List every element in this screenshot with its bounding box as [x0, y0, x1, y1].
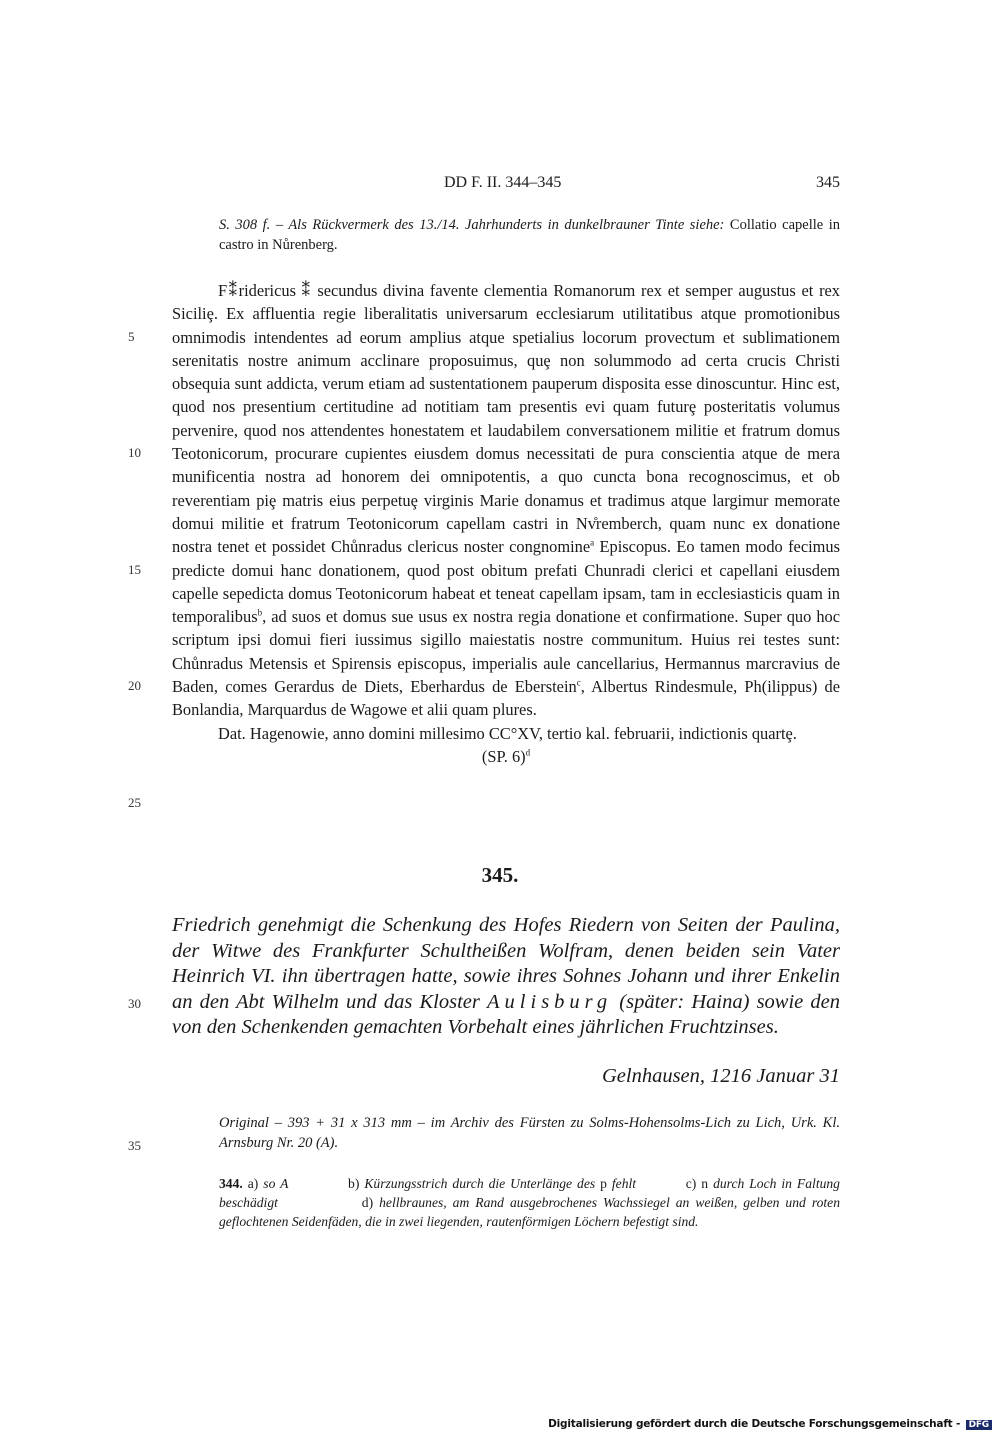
regest-text-1: Friedrich genehmigt die Schenkung des Hofes Riedern von Seiten der Paulina, der Witwe des Frankfurter Schultheißen Wolfram, denen beiden sein Vater Heinrich VI. ihn übertragen hatte, sowie ihres Sohnes Johann und ihrer Enkelin an den Abt Wilhelm und das Kloster [172, 914, 840, 1013]
charter-paragraph [172, 279, 840, 722]
footnote-label: b) [348, 1176, 360, 1191]
funding-text: Digitalisierung gefördert durch die Deutsche Forschungsgemeinschaft - [548, 1418, 961, 1430]
funding-footer [548, 1418, 992, 1430]
line-number: 5 [128, 329, 135, 344]
charter-text-2: Episcopus. Eo tamen modo fecimus predicte domui hanc donationem, quod post obitum prefati Chunradi clerici et capellani eiusdem capelle sepedicta domus Teotonicorum habeat et teneat capellam ipsam, tam in ecclesiasticis quam in temporalibus [172, 537, 840, 627]
footnote-number: 344. [219, 1176, 243, 1191]
footnote-b-end: fehlt [611, 1176, 637, 1191]
footnote-ref-a: a [590, 537, 595, 548]
footnote-label: c) [685, 1176, 697, 1191]
page-number: 345 [816, 174, 840, 191]
charter-text [172, 279, 840, 768]
footnote-ref-b: b [257, 607, 263, 618]
line-number: 10 [128, 445, 141, 460]
dating-clause: Dat. Hagenowie, anno domini millesimo CC°XV, tertio kal. februarii, indictionis quartȩ. [218, 723, 797, 743]
footnote-c-letter: n [701, 1176, 709, 1191]
footnote-a: so A [263, 1176, 289, 1191]
line-number: 35 [128, 1138, 141, 1153]
dorsal-note-italic: S. 308 f. – Als Rückvermerk des 13./14. Jahrhunderts in dunkelbrauner Tinte siehe: [219, 217, 725, 233]
line-number: 25 [128, 795, 141, 810]
footnote-ref-d: d [525, 747, 531, 758]
line-number: 30 [128, 996, 141, 1011]
regest-text-2: (später: Haina) sowie den von den Schenkenden gemachten Vorbehalt eines jährlichen Fruchtzinses. [172, 990, 841, 1039]
footnote-b: Kürzungsstrich durch die Unterlänge des [364, 1176, 596, 1191]
footnote-label: d) [361, 1194, 374, 1210]
charter-text-1: F⁑ridericus ⁑ secundus divina favente clementia Romanorum rex et semper augustus et rex Siciliȩ. Ex affluentia regie liberalitatis universarum ecclesiarum utilitatibus atque promotionibus omnimodis intendentes ad eorum amplius atque spetialius locorum provectum et sublimationem serenitatis nostre animum acclinare proposuimus, quȩ non solummodo ad certa crucis Christi obsequia sunt addicta, verum etiam ad sustentationem pauperum disposita esse dinoscuntur. Hinc est, quod nos presentium certitudine ad notitiam tam presentis evi quam futurȩ posteritatis volumus pervenire, quod nos attendentes honestatem et laudabilem conversationem militie et fratrum domus Teotonicorum, procurare cupientes eiusdem domus necessitati de pura conscientia atque de mera munificentia nostra ad honorem dei omnipotentis, a quo cuncta bona recognoscimus, et ob reverentiam piȩ matris eius perpetuȩ virginis Marie donamus et tradimus atque largimur memorate domui militie et fratrum Teotonicorum capellam castri in Nv̊remberch, quam nunc ex donatione nostra tenet et possidet Chůnradus clericus noster congnomine [172, 281, 840, 557]
document-number: 345. [481, 863, 519, 887]
tradition-note: Original – 393 + 31 x 313 mm – im Archiv des Fürsten zu Solms-Hohensolms-Lich zu Lich, Urk. Kl. Arnsburg Nr. 20 (A). [219, 1115, 840, 1151]
line-number: 20 [128, 678, 141, 693]
charter-text-4: , Albertus Rindesmule, Ph(ilippus) de Bonlandia, Marquardus de Wagowe et alii quam plures. [172, 677, 840, 720]
charter-text-3: , ad suos et domus sue usus ex nostra regia donatione et confirmatione. Super quo hoc scriptum ipsi domui fieri iussimus sigillo maiestatis nostre communitum. Huius rei testes sunt: Chůnradus Metensis et Spirensis episcopus, imperialis aule cancellarius, Hermannus marcravius de Baden, comes Gerardus de Diets, Eberhardus de Eberstein [172, 607, 840, 697]
line-number: 15 [128, 562, 141, 577]
regest-place: Aulisburg [487, 990, 613, 1013]
running-header-title: DD F. II. 344–345 [444, 174, 562, 191]
regest [172, 913, 840, 1041]
footnote-ref-c: c [576, 677, 581, 688]
footnotes [219, 1175, 840, 1231]
dorsal-note [219, 216, 840, 255]
seal-note [172, 745, 840, 768]
dorsal-note-text: Collatio capelle in castro in Nůrenberg. [219, 217, 840, 253]
dfg-logo: DFG [966, 1420, 992, 1430]
place-date: Gelnhausen, 1216 Januar 31 [601, 1065, 840, 1087]
footnote-c: durch Loch in Faltung beschädigt [219, 1176, 840, 1210]
footnote-d: hellbraunes, am Rand ausgebrochenes Wachssiegel an weißen, gelben und roten geflochtenen Seidenfäden, die in zwei liegenden, rautenförmigen Löchern befestigt sind. [219, 1194, 841, 1229]
footnote-label: a) [247, 1176, 259, 1191]
seal-text: (SP. 6) [481, 746, 526, 766]
footnote-b-letter: p [600, 1176, 607, 1191]
